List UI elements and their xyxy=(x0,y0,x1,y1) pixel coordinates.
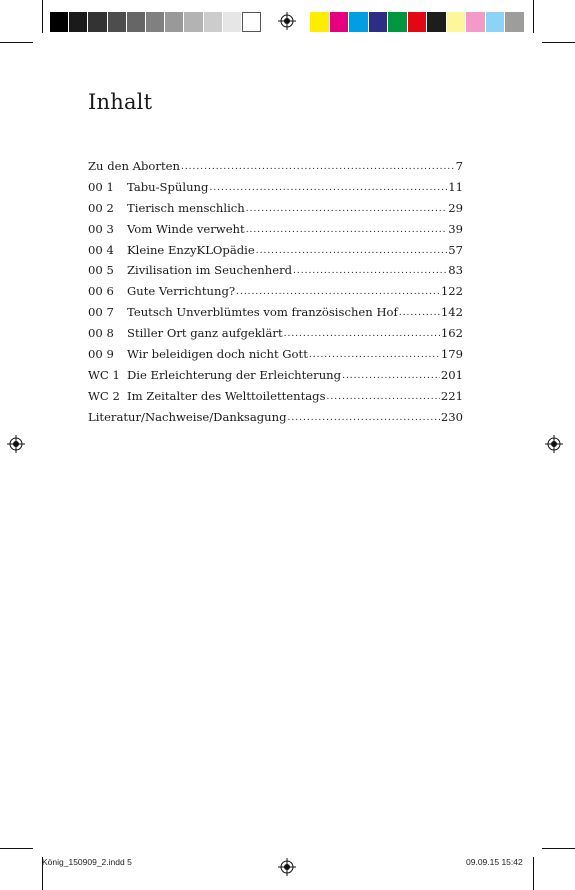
gray-swatch xyxy=(108,12,127,32)
color-swatch xyxy=(466,12,486,32)
toc-page-number: 162 xyxy=(440,326,463,341)
color-swatch xyxy=(369,12,389,32)
registration-mark-icon xyxy=(545,435,563,453)
toc-page-number: 57 xyxy=(448,242,463,257)
color-swatch xyxy=(486,12,506,32)
toc-entry xyxy=(88,156,463,177)
toc-dot-leader xyxy=(209,176,447,199)
toc-dot-leader xyxy=(246,218,448,241)
slug-filename: König_150909_2.indd 5 xyxy=(42,857,132,867)
toc-page-number: 83 xyxy=(448,263,463,278)
toc-entry xyxy=(88,177,463,198)
registration-mark-icon xyxy=(7,435,25,453)
toc-entry xyxy=(88,198,463,219)
gray-swatch xyxy=(223,12,242,32)
toc-page-number: 11 xyxy=(448,179,463,194)
toc-chapter-number: WC 1 xyxy=(88,367,120,382)
toc-page-number: 122 xyxy=(440,284,463,299)
toc-entry xyxy=(88,323,463,344)
color-swatch xyxy=(447,12,467,32)
gray-swatch xyxy=(127,12,146,32)
toc-chapter-number: 00 9 xyxy=(88,347,114,362)
toc-entry xyxy=(88,344,463,365)
toc-page-number: 142 xyxy=(440,305,463,320)
toc-dot-leader xyxy=(293,259,447,282)
color-swatch xyxy=(408,12,428,32)
toc-dot-leader xyxy=(246,197,447,220)
toc-dot-leader xyxy=(342,364,440,387)
toc-dot-leader xyxy=(256,239,448,262)
toc-page-number: 221 xyxy=(440,388,463,403)
toc-entry-title: Literatur/Nachweise/Danksagung xyxy=(88,409,287,424)
toc-page-number: 7 xyxy=(455,159,463,173)
toc-chapter-number: 00 8 xyxy=(88,326,114,341)
color-swatch xyxy=(330,12,350,32)
toc-entry-title: Zivilisation im Seuchenherd xyxy=(127,263,293,278)
gray-swatch xyxy=(184,12,203,32)
gray-swatch xyxy=(50,12,69,32)
gray-swatch xyxy=(146,12,165,32)
gray-swatch xyxy=(242,12,261,32)
toc-entry xyxy=(88,302,463,323)
toc-entry-title: Die Erleichterung der Erleichterung xyxy=(127,367,342,382)
gray-swatch xyxy=(204,12,223,32)
toc-chapter-number: 00 6 xyxy=(88,284,114,299)
toc-entry xyxy=(88,219,463,240)
color-swatch xyxy=(310,12,330,32)
toc-chapter-number: 00 4 xyxy=(88,242,114,257)
toc-chapter-number: WC 2 xyxy=(88,388,120,403)
toc-entry-title: Teutsch Unverblümtes vom französischen Hof xyxy=(127,305,398,320)
registration-mark-icon xyxy=(278,858,296,876)
toc-dot-leader xyxy=(399,301,440,324)
toc-chapter-number: 00 2 xyxy=(88,200,114,215)
gray-swatch xyxy=(88,12,107,32)
page-title: Inhalt xyxy=(88,90,153,114)
toc-entry xyxy=(88,386,463,407)
toc-entry xyxy=(88,365,463,386)
toc-page-number: 29 xyxy=(448,200,463,215)
toc-chapter-number: 00 5 xyxy=(88,263,114,278)
toc-dot-leader xyxy=(284,322,440,345)
toc-entry-title: Vom Winde verweht xyxy=(127,221,245,236)
toc-chapter-number: 00 7 xyxy=(88,305,114,320)
toc-entry-title: Im Zeitalter des Welttoilettentags xyxy=(127,388,326,403)
toc-entry xyxy=(88,260,463,281)
toc-page-number: 230 xyxy=(440,409,463,424)
color-swatch xyxy=(427,12,447,32)
toc-chapter-number: 00 3 xyxy=(88,221,114,236)
color-swatch xyxy=(505,12,525,32)
toc-entry-title: Zu den Aborten xyxy=(88,159,180,173)
toc-entry-title: Wir beleidigen doch nicht Gott xyxy=(127,347,308,362)
toc-entry xyxy=(88,407,463,428)
toc-dot-leader xyxy=(236,280,440,303)
toc-entry-title: Gute Verrichtung? xyxy=(127,284,236,299)
toc-page-number: 179 xyxy=(440,347,463,362)
toc-entry-title: Tierisch menschlich xyxy=(127,200,245,215)
toc-dot-leader xyxy=(327,385,440,408)
toc-entry xyxy=(88,281,463,302)
color-swatch xyxy=(349,12,369,32)
toc-entry-title: Stiller Ort ganz aufgeklärt xyxy=(127,326,283,341)
toc-dot-leader xyxy=(309,343,440,366)
toc-dot-leader xyxy=(181,155,455,178)
toc-entry xyxy=(88,240,463,261)
color-swatch xyxy=(388,12,408,32)
table-of-contents xyxy=(88,156,463,428)
toc-page-number: 201 xyxy=(440,367,463,382)
registration-mark-icon xyxy=(278,12,296,30)
toc-dot-leader xyxy=(288,406,440,429)
toc-entry-title: Tabu-Spülung xyxy=(127,179,209,194)
gray-swatch xyxy=(69,12,88,32)
gray-swatch xyxy=(165,12,184,32)
slug-timestamp: 09.09.15 15:42 xyxy=(466,857,523,867)
toc-entry-title: Kleine EnzyKLOpädie xyxy=(127,242,255,257)
toc-chapter-number: 00 1 xyxy=(88,179,114,194)
toc-page-number: 39 xyxy=(448,221,463,236)
